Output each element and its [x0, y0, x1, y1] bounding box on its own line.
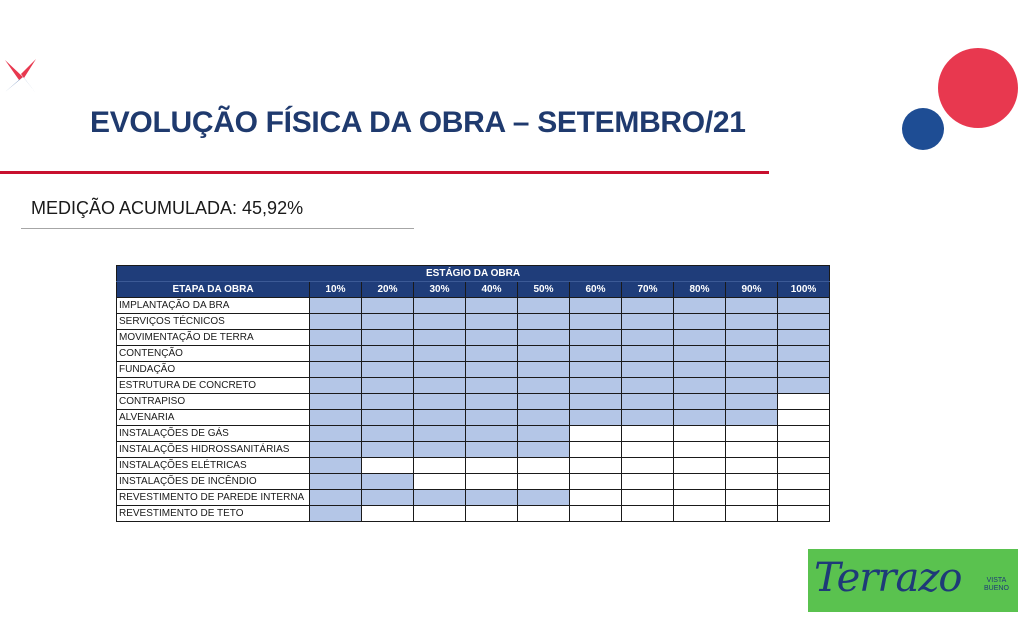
progress-cell-empty — [622, 506, 674, 522]
table-row — [117, 362, 830, 378]
progress-cell-empty — [726, 458, 778, 474]
stage-name-cell: ESTRUTURA DE CONCRETO — [117, 378, 310, 394]
progress-cell-filled — [570, 394, 622, 410]
progress-cell-empty — [778, 490, 830, 506]
progress-cell-filled — [310, 314, 362, 330]
progress-cell-filled — [414, 346, 466, 362]
progress-cell-filled — [570, 410, 622, 426]
progress-cell-filled — [622, 362, 674, 378]
table-row — [117, 490, 830, 506]
table-row — [117, 442, 830, 458]
table-row — [117, 458, 830, 474]
progress-cell-empty — [570, 506, 622, 522]
brand-sub-line1: VISTA — [986, 577, 1007, 584]
progress-cell-filled — [570, 330, 622, 346]
progress-cell-filled — [466, 378, 518, 394]
progress-cell-empty — [674, 506, 726, 522]
progress-cell-empty — [362, 458, 414, 474]
subtitle-divider — [21, 228, 414, 229]
progress-cell-filled — [310, 426, 362, 442]
progress-cell-filled — [310, 442, 362, 458]
progress-cell-empty — [674, 474, 726, 490]
progress-cell-filled — [726, 314, 778, 330]
progress-cell-filled — [622, 378, 674, 394]
stage-column-header: ETAPA DA OBRA — [117, 282, 310, 298]
progress-cell-empty — [726, 426, 778, 442]
progress-cell-empty — [518, 458, 570, 474]
progress-cell-filled — [414, 442, 466, 458]
progress-cell-filled — [622, 346, 674, 362]
progress-cell-empty — [726, 506, 778, 522]
progress-cell-filled — [726, 410, 778, 426]
progress-cell-empty — [518, 506, 570, 522]
progress-cell-filled — [518, 410, 570, 426]
table-row — [117, 330, 830, 346]
progress-cell-filled — [674, 394, 726, 410]
stage-name-cell: CONTENÇÃO — [117, 346, 310, 362]
progress-table — [116, 265, 830, 522]
decorative-circle-red — [938, 48, 1018, 128]
progress-cell-filled — [778, 298, 830, 314]
progress-cell-filled — [310, 474, 362, 490]
progress-cell-filled — [414, 378, 466, 394]
progress-cell-filled — [778, 362, 830, 378]
progress-cell-empty — [778, 474, 830, 490]
brand-logo — [808, 549, 1018, 612]
progress-cell-filled — [362, 426, 414, 442]
progress-cell-filled — [362, 474, 414, 490]
progress-cell-filled — [414, 426, 466, 442]
progress-cell-empty — [622, 426, 674, 442]
progress-cell-filled — [726, 298, 778, 314]
progress-cell-filled — [518, 298, 570, 314]
percent-column-header: 70% — [622, 282, 674, 298]
progress-cell-filled — [518, 394, 570, 410]
stage-super-header: ESTÁGIO DA OBRA — [117, 266, 830, 282]
percent-column-header: 100% — [778, 282, 830, 298]
progress-cell-empty — [674, 458, 726, 474]
table-row — [117, 426, 830, 442]
progress-cell-empty — [726, 442, 778, 458]
progress-cell-filled — [466, 442, 518, 458]
progress-cell-filled — [362, 490, 414, 506]
progress-cell-filled — [362, 394, 414, 410]
progress-cell-filled — [466, 490, 518, 506]
percent-column-header: 20% — [362, 282, 414, 298]
decorative-circle-blue — [902, 108, 944, 150]
progress-cell-filled — [674, 378, 726, 394]
progress-cell-empty — [466, 458, 518, 474]
progress-cell-filled — [466, 410, 518, 426]
progress-cell-filled — [414, 330, 466, 346]
percent-column-header: 50% — [518, 282, 570, 298]
progress-cell-filled — [414, 362, 466, 378]
progress-cell-empty — [778, 506, 830, 522]
progress-cell-empty — [674, 426, 726, 442]
table-row — [117, 314, 830, 330]
progress-cell-filled — [362, 410, 414, 426]
progress-cell-filled — [570, 346, 622, 362]
progress-cell-filled — [778, 314, 830, 330]
progress-cell-filled — [674, 410, 726, 426]
progress-cell-empty — [778, 458, 830, 474]
percent-column-header: 40% — [466, 282, 518, 298]
progress-cell-empty — [414, 474, 466, 490]
progress-cell-filled — [518, 442, 570, 458]
stage-name-cell: CONTRAPISO — [117, 394, 310, 410]
progress-cell-filled — [362, 346, 414, 362]
progress-cell-empty — [570, 474, 622, 490]
progress-cell-filled — [622, 314, 674, 330]
percent-column-header: 60% — [570, 282, 622, 298]
table-row — [117, 394, 830, 410]
progress-cell-filled — [466, 330, 518, 346]
progress-cell-filled — [362, 314, 414, 330]
progress-cell-empty — [778, 394, 830, 410]
progress-cell-filled — [466, 426, 518, 442]
table-row — [117, 474, 830, 490]
stage-name-cell: ALVENARIA — [117, 410, 310, 426]
progress-cell-filled — [778, 330, 830, 346]
progress-cell-empty — [778, 426, 830, 442]
progress-cell-filled — [570, 298, 622, 314]
progress-cell-filled — [414, 298, 466, 314]
progress-cell-filled — [726, 362, 778, 378]
progress-cell-filled — [518, 330, 570, 346]
progress-cell-filled — [518, 426, 570, 442]
progress-cell-empty — [570, 442, 622, 458]
progress-cell-filled — [310, 346, 362, 362]
progress-cell-filled — [310, 410, 362, 426]
stage-name-cell: INSTALAÇÕES DE INCÊNDIO — [117, 474, 310, 490]
brand-sub-line2: BUENO — [984, 585, 1009, 592]
progress-cell-filled — [310, 490, 362, 506]
progress-cell-filled — [570, 362, 622, 378]
progress-cell-filled — [310, 506, 362, 522]
progress-cell-empty — [622, 474, 674, 490]
table-row — [117, 298, 830, 314]
progress-cell-filled — [310, 458, 362, 474]
progress-cell-empty — [570, 426, 622, 442]
stage-name-cell: INSTALAÇÕES DE GÁS — [117, 426, 310, 442]
stage-name-cell: INSTALAÇÕES ELÉTRICAS — [117, 458, 310, 474]
progress-cell-filled — [414, 490, 466, 506]
progress-cell-filled — [622, 298, 674, 314]
progress-cell-empty — [726, 474, 778, 490]
progress-cell-filled — [362, 330, 414, 346]
progress-cell-filled — [622, 410, 674, 426]
table-row — [117, 506, 830, 522]
progress-cell-filled — [466, 298, 518, 314]
progress-cell-filled — [570, 314, 622, 330]
progress-cell-filled — [778, 378, 830, 394]
progress-cell-filled — [570, 378, 622, 394]
progress-cell-filled — [622, 330, 674, 346]
progress-cell-filled — [466, 394, 518, 410]
progress-cell-empty — [362, 506, 414, 522]
progress-cell-filled — [726, 378, 778, 394]
stage-name-cell: IMPLANTAÇÃO DA BRA — [117, 298, 310, 314]
company-logo-icon — [3, 58, 37, 94]
progress-cell-empty — [674, 490, 726, 506]
progress-cell-filled — [414, 410, 466, 426]
progress-cell-filled — [466, 314, 518, 330]
progress-cell-empty — [414, 506, 466, 522]
progress-cell-empty — [466, 506, 518, 522]
progress-cell-filled — [674, 314, 726, 330]
progress-cell-filled — [414, 314, 466, 330]
progress-cell-filled — [310, 362, 362, 378]
progress-cell-filled — [362, 378, 414, 394]
progress-cell-empty — [466, 474, 518, 490]
progress-cell-empty — [570, 458, 622, 474]
page-title: EVOLUÇÃO FÍSICA DA OBRA – SETEMBRO/21 — [90, 106, 746, 139]
progress-cell-empty — [726, 490, 778, 506]
progress-cell-filled — [674, 346, 726, 362]
progress-cell-empty — [778, 442, 830, 458]
progress-cell-filled — [310, 378, 362, 394]
stage-name-cell: INSTALAÇÕES HIDROSSANITÁRIAS — [117, 442, 310, 458]
progress-cell-filled — [674, 298, 726, 314]
progress-cell-empty — [518, 474, 570, 490]
stage-name-cell: FUNDAÇÃO — [117, 362, 310, 378]
progress-cell-empty — [778, 410, 830, 426]
table-row — [117, 346, 830, 362]
accumulated-measurement: MEDIÇÃO ACUMULADA: 45,92% — [31, 198, 304, 218]
progress-cell-filled — [518, 378, 570, 394]
progress-cell-empty — [622, 490, 674, 506]
progress-cell-filled — [310, 298, 362, 314]
progress-cell-empty — [622, 442, 674, 458]
progress-cell-filled — [674, 330, 726, 346]
progress-cell-empty — [622, 458, 674, 474]
title-divider — [0, 171, 769, 174]
progress-cell-filled — [466, 362, 518, 378]
progress-cell-filled — [726, 394, 778, 410]
progress-cell-filled — [518, 314, 570, 330]
stage-name-cell: REVESTIMENTO DE PAREDE INTERNA — [117, 490, 310, 506]
percent-column-header: 90% — [726, 282, 778, 298]
table-row — [117, 410, 830, 426]
progress-cell-filled — [518, 490, 570, 506]
progress-cell-empty — [674, 442, 726, 458]
progress-cell-filled — [362, 362, 414, 378]
progress-cell-filled — [726, 346, 778, 362]
progress-cell-filled — [414, 394, 466, 410]
progress-cell-filled — [310, 394, 362, 410]
progress-cell-filled — [518, 346, 570, 362]
progress-cell-filled — [466, 346, 518, 362]
progress-cell-filled — [674, 362, 726, 378]
table-row — [117, 378, 830, 394]
brand-subtitle — [984, 577, 1009, 593]
progress-cell-filled — [622, 394, 674, 410]
percent-column-header: 80% — [674, 282, 726, 298]
percent-column-header: 10% — [310, 282, 362, 298]
progress-cell-filled — [726, 330, 778, 346]
progress-cell-filled — [310, 330, 362, 346]
progress-cell-filled — [362, 442, 414, 458]
progress-cell-filled — [518, 362, 570, 378]
progress-cell-empty — [414, 458, 466, 474]
progress-cell-filled — [778, 346, 830, 362]
progress-cell-filled — [362, 298, 414, 314]
stage-name-cell: MOVIMENTAÇÃO DE TERRA — [117, 330, 310, 346]
percent-column-header: 30% — [414, 282, 466, 298]
stage-name-cell: REVESTIMENTO DE TETO — [117, 506, 310, 522]
progress-cell-empty — [570, 490, 622, 506]
brand-name: Terrazo — [814, 555, 962, 601]
stage-name-cell: SERVIÇOS TÉCNICOS — [117, 314, 310, 330]
